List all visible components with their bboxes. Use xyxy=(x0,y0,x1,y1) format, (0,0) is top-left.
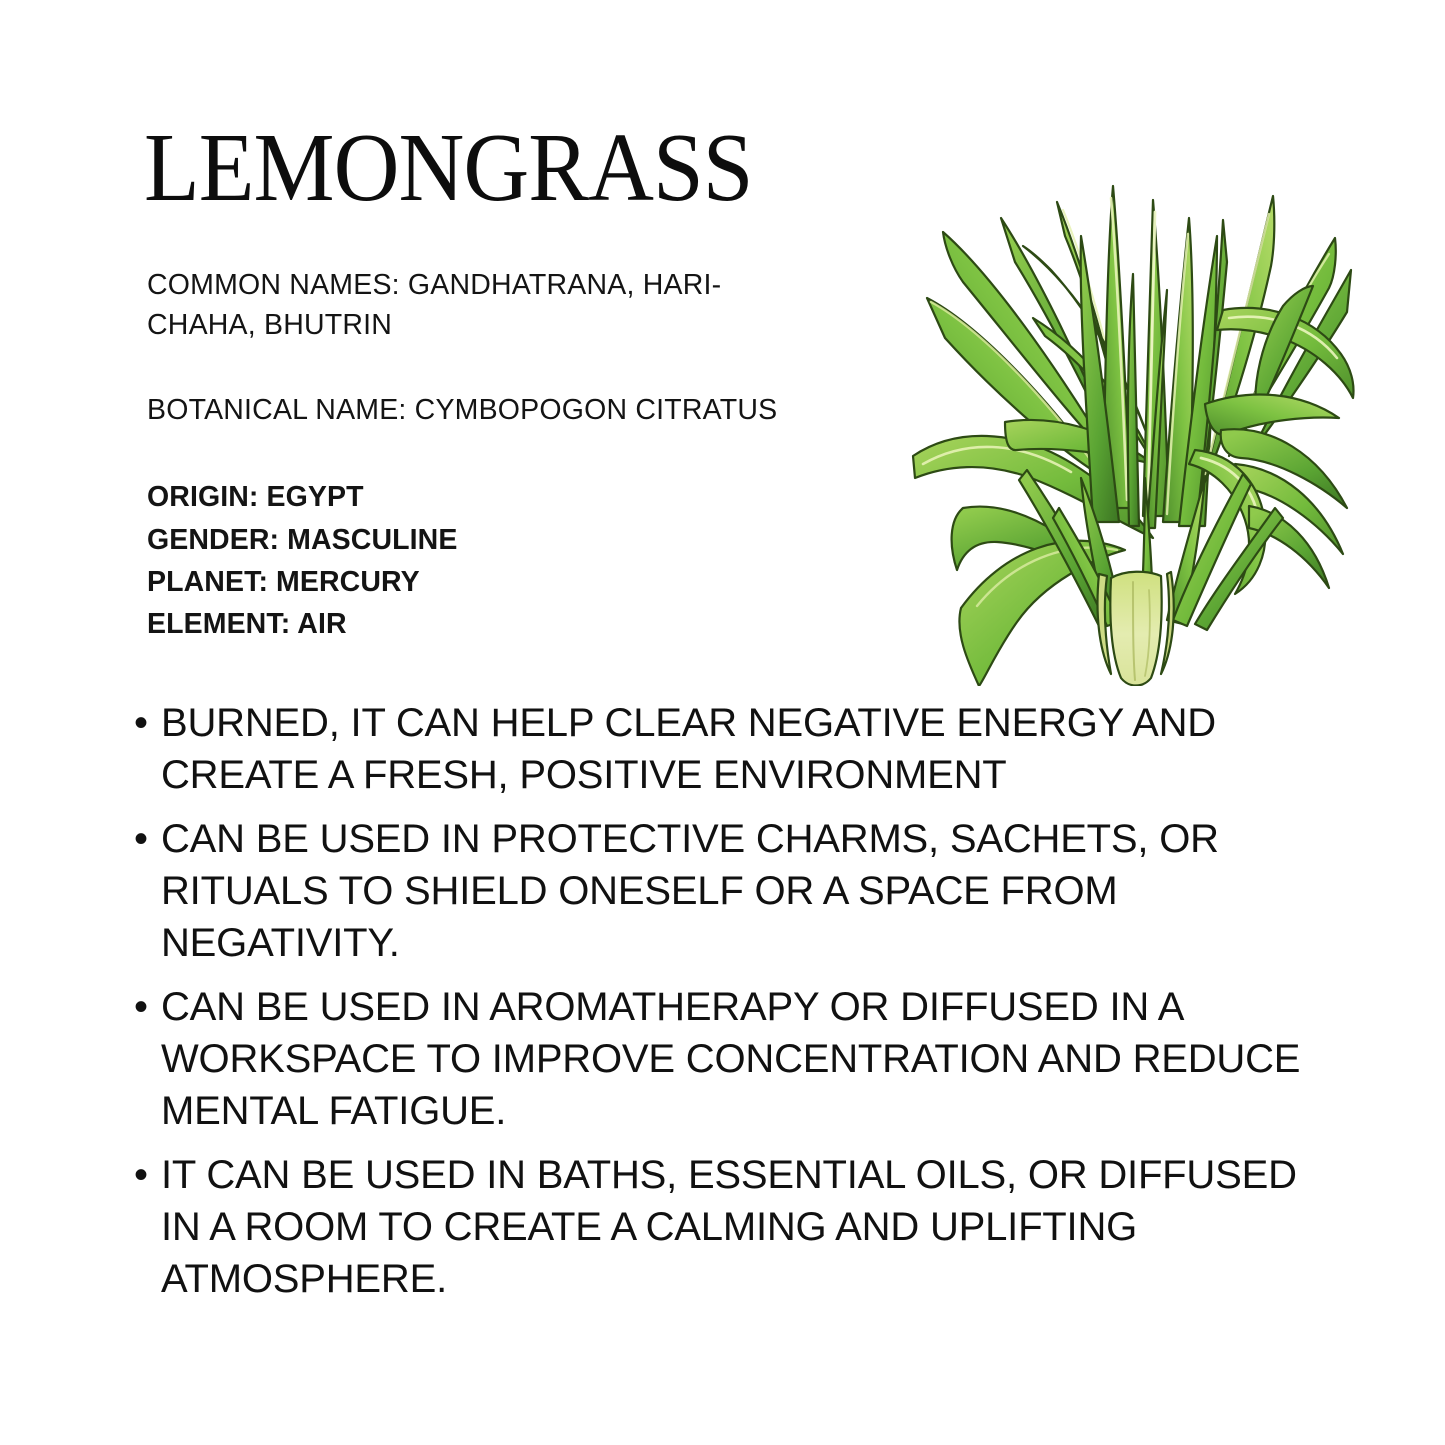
list-item xyxy=(127,1149,1342,1305)
attribute-gender: GENDER: MASCULINE xyxy=(147,523,458,556)
attribute-element: ELEMENT: AIR xyxy=(147,607,347,640)
properties-list xyxy=(127,697,1342,1317)
herb-attributes xyxy=(147,476,847,645)
list-item-text: BURNED, IT CAN HELP CLEAR NEGATIVE ENERGY AND CREATE A FRESH, POSITIVE ENVIRONMENT xyxy=(161,701,1216,797)
attribute-planet: PLANET: MERCURY xyxy=(147,565,420,598)
bullet-dot-icon: • xyxy=(134,985,149,1029)
list-item xyxy=(127,981,1342,1137)
herb-metadata xyxy=(147,265,847,645)
bullet-dot-icon: • xyxy=(134,817,149,861)
botanical-name: BOTANICAL NAME: CYMBOPOGON CITRATUS xyxy=(147,393,778,426)
list-item-text: CAN BE USED IN PROTECTIVE CHARMS, SACHETS, OR RITUALS TO SHIELD ONESELF OR A SPACE FROM NEGATIVITY. xyxy=(161,817,1219,965)
lemongrass-plant-icon xyxy=(905,178,1365,686)
common-names-line-2: CHAHA, BHUTRIN xyxy=(147,309,393,342)
list-item-text: IT CAN BE USED IN BATHS, ESSENTIAL OILS, OR DIFFUSED IN A ROOM TO CREATE A CALMING AND UPLIFTING ATMOSPHERE. xyxy=(161,1153,1297,1301)
list-item xyxy=(127,813,1342,969)
bullet-dot-icon: • xyxy=(134,1153,149,1197)
bullet-dot-icon: • xyxy=(134,701,149,745)
list-item xyxy=(127,697,1342,801)
meta-spacer xyxy=(147,346,847,390)
page-title: LEMONGRASS xyxy=(144,114,753,222)
list-item-text: CAN BE USED IN AROMATHERAPY OR DIFFUSED IN A WORKSPACE TO IMPROVE CONCENTRATION AND REDUCE MENTAL FATIGUE. xyxy=(161,985,1301,1133)
common-names-line-1: COMMON NAMES: GANDHATRANA, HARI- xyxy=(147,269,722,301)
attribute-origin: ORIGIN: EGYPT xyxy=(147,481,364,514)
